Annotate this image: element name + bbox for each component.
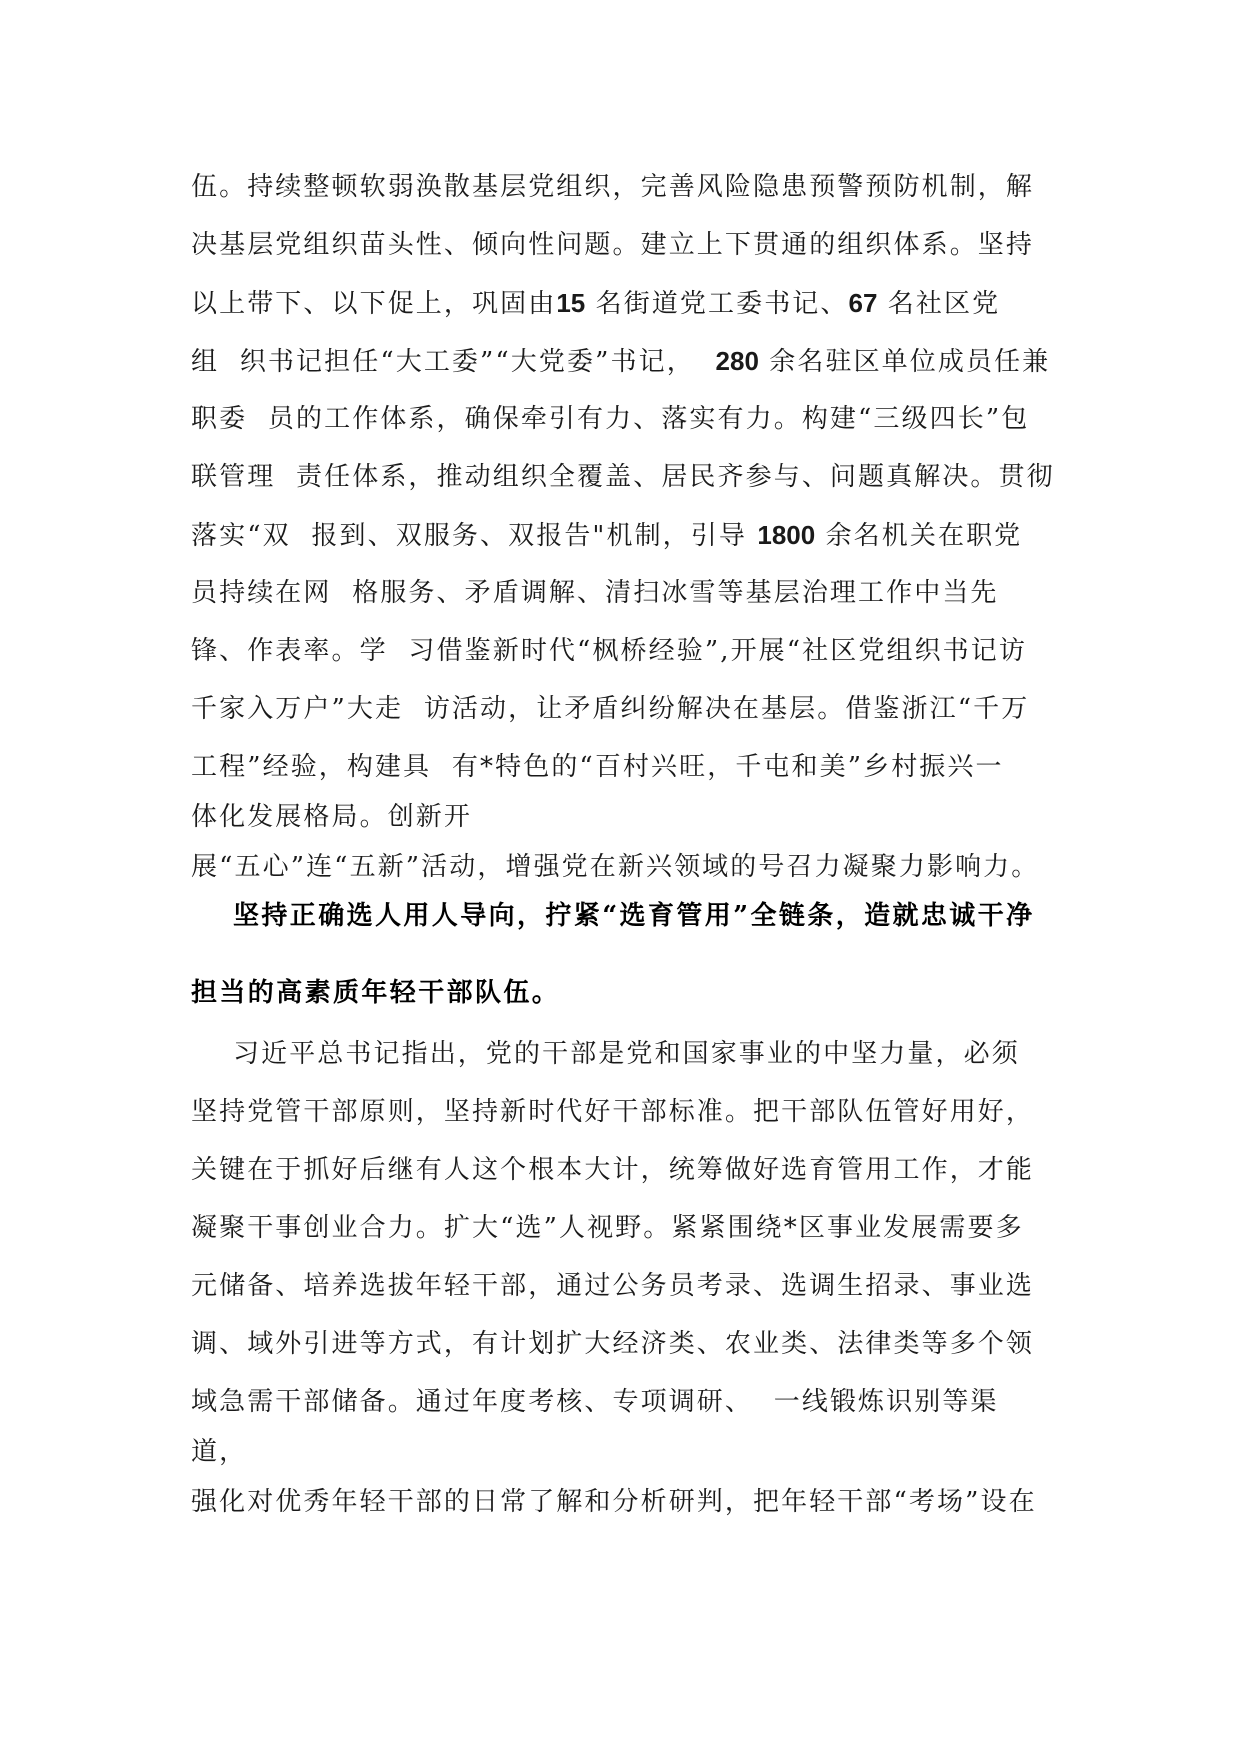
text-line: [191, 332, 1051, 390]
text-line: 调、域外引进等方式，有计划扩大经济类、农业类、法律类等多个领: [191, 1329, 1035, 1359]
text-line: 元储备、培养选拔年轻干部，通过公务员考录、选调生招录、事业选: [191, 1271, 1035, 1301]
text-line: 强化对优秀年轻干部的日常了解和分析研判，把年轻干部“考场”设在: [191, 1487, 1037, 1517]
text-line: 联管理 责任体系，推动组织全覆盖、居民齐参与、问题真解决。贯彻: [191, 462, 1055, 492]
section-heading: [191, 878, 1051, 1032]
heading-line: 坚持正确选人用人导向，拧紧“选育管用”全链条，造就忠诚干净: [233, 901, 1035, 931]
text-line: 凝聚干事创业合力。扩大“选”人视野。紧紧围绕*区事业发展需要多: [191, 1213, 1024, 1243]
text-line: 关键在于抓好后继有人这个根本大计，统筹做好选育管用工作，才能: [191, 1155, 1035, 1185]
text-line: 习近平总书记指出，党的干部是党和国家事业的中坚力量，必须: [233, 1039, 1020, 1069]
text-line: 员持续在网 格服务、矛盾调解、清扫冰雪等基层治理工作中当先: [191, 578, 999, 608]
text-run: 余名机关在职党: [815, 521, 1023, 551]
text-run: 以上带下、以下促上，巩固由: [191, 289, 557, 319]
text-line: 道，: [191, 1437, 248, 1467]
text-run: 名社区党: [877, 289, 1001, 319]
text-line: 工程”经验，构建具 有*特色的“百村兴旺，千屯和美”乡村振兴一: [191, 752, 1004, 782]
text-line: 千家入万户”大走 访活动，让矛盾纠纷解决在基层。借鉴浙江“千万: [191, 694, 1030, 724]
number-1800: 1800: [757, 520, 816, 550]
text-line: [191, 274, 1051, 332]
text-line: 展“五心”连“五新”活动，增强党在新兴领域的号召力凝聚力影响力。: [191, 852, 1040, 882]
text-line: 决基层党组织苗头性、倾向性问题。建立上下贯通的组织体系。坚持: [191, 230, 1035, 260]
number-280: 280: [715, 346, 759, 376]
text-line: 坚持党管干部原则，坚持新时代好干部标准。把干部队伍管好用好，: [191, 1097, 1035, 1127]
paragraph-party-organization: [191, 158, 1055, 896]
number-15: 15: [556, 288, 586, 318]
text-run: 名街道党工委书记、: [585, 289, 849, 319]
number-67: 67: [848, 288, 878, 318]
text-line: 域急需干部储备。通过年度考核、专项调研、 一线锻炼识别等渠: [191, 1387, 999, 1417]
text-line: 职委 员的工作体系，确保牵引有力、落实有力。构建“三级四长”包: [191, 404, 1030, 434]
paragraph-cadre-selection: [191, 1025, 1051, 1531]
text-line: 伍。持续整顿软弱涣散基层党组织，完善风险隐患预警预防机制，解: [191, 172, 1035, 202]
heading-line: 担当的高素质年轻干部队伍。: [191, 978, 561, 1008]
text-line: [191, 506, 1051, 564]
text-run: 落实“双 报到、双服务、双报告"机制，引导: [191, 521, 758, 551]
text-line: 体化发展格局。创新开: [191, 802, 473, 832]
text-run: 余名驻区单位成员任兼: [758, 347, 1051, 377]
text-line: 锋、作表率。学 习借鉴新时代“枫桥经验”,开展“社区党组织书记访: [191, 636, 1027, 666]
text-run: 组 织书记担任“大工委”“大党委”书记，: [191, 347, 716, 377]
